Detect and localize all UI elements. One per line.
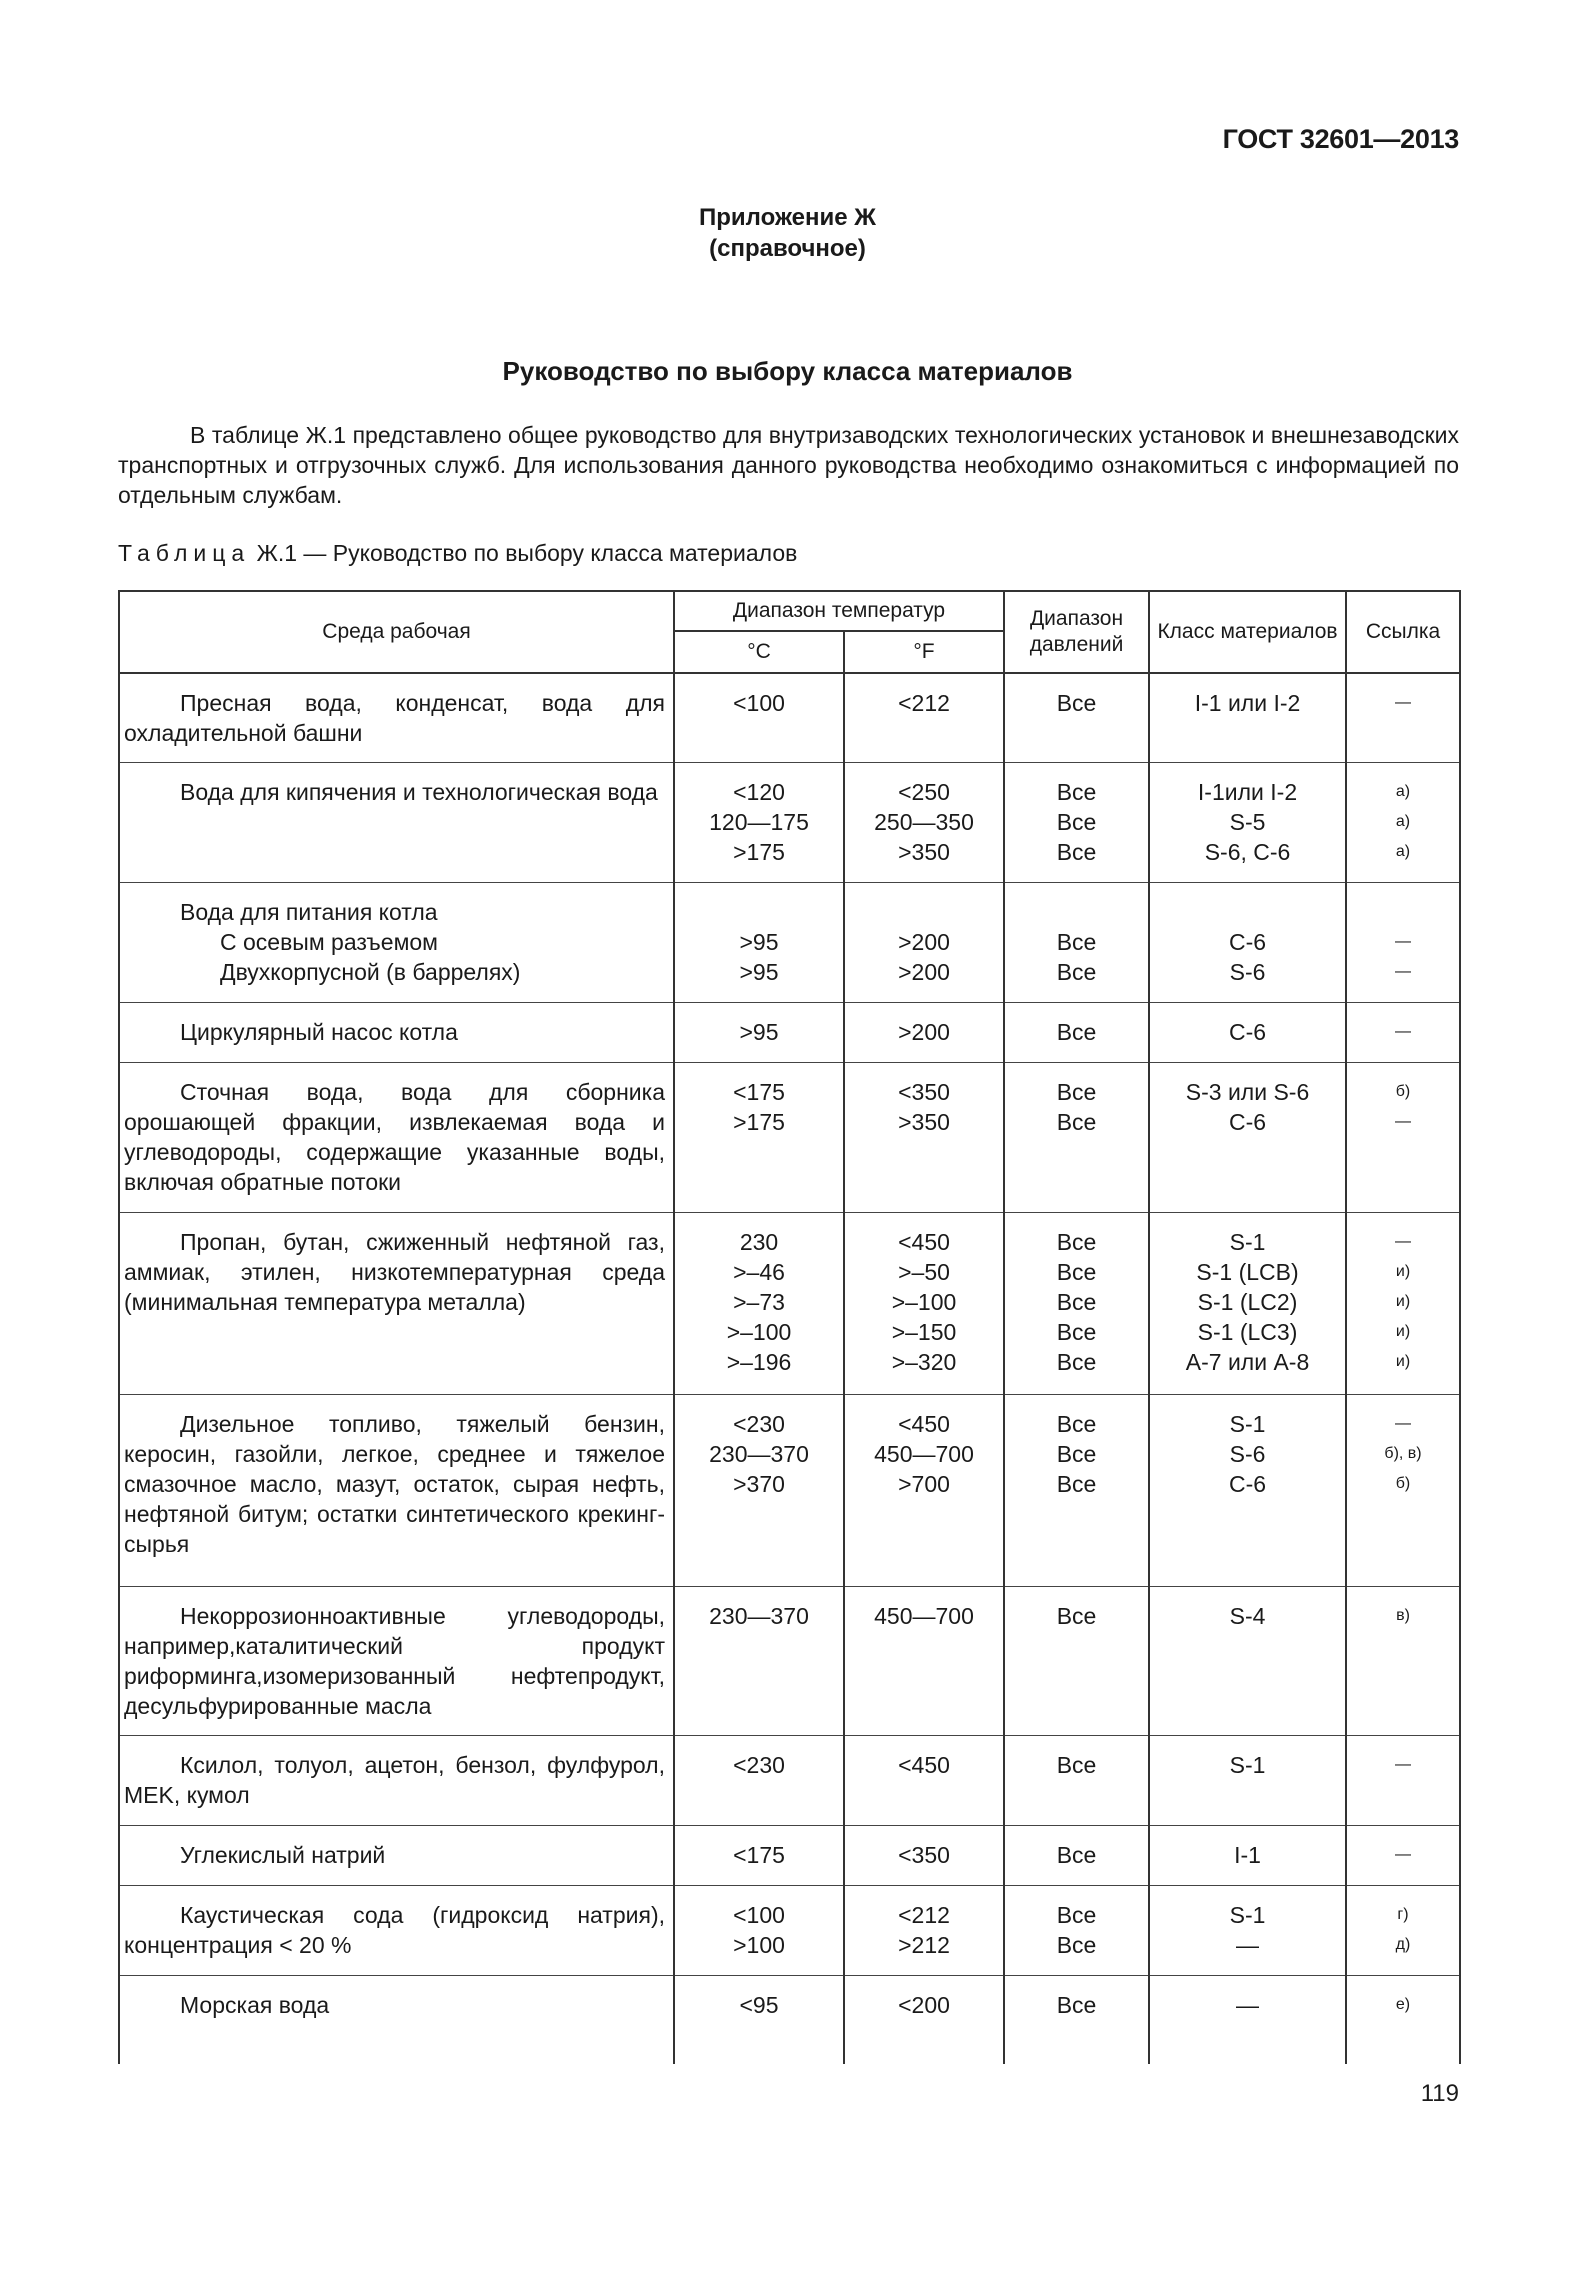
cell-pressure-value: Все [1056, 1842, 1097, 1868]
cell-pressure-value: Все [1056, 690, 1097, 716]
cell-celsius-value: <95 [739, 1992, 779, 2018]
cell-pressure-value: Все [1056, 809, 1097, 835]
cell-reference-value: — [1395, 963, 1412, 980]
cell-reference [1346, 1213, 1460, 1395]
cell-medium [119, 1395, 674, 1587]
cell-material-class [1149, 1213, 1346, 1395]
cell-pressure-value: Все [1056, 1019, 1097, 1045]
table-row [119, 1587, 1460, 1736]
table-caption [118, 540, 797, 567]
cell-pressure [1004, 883, 1149, 1003]
cell-material-class-value: S-6 [1229, 1441, 1266, 1467]
medium-subitem: С осевым разъемом [220, 929, 438, 955]
cell-pressure [1004, 1395, 1149, 1587]
cell-reference-value: и) [1395, 1263, 1411, 1280]
cell-celsius [674, 883, 844, 1003]
table-row [119, 1886, 1460, 1976]
cell-reference [1346, 1976, 1460, 2064]
medium-text: Сточная вода, вода для сборника орошающей фракции, извлекаемая вода и углеводороды, содержащие указанные воды, включая обратные потоки [124, 1079, 665, 1195]
cell-material-class-value: S-1 (LC2) [1197, 1289, 1298, 1315]
cell-reference-value [1347, 897, 1459, 927]
cell-fahrenheit [844, 1736, 1004, 1826]
cell-material-class [1149, 1587, 1346, 1736]
table-row [119, 1063, 1460, 1213]
cell-material-class-value: C-6 [1228, 1019, 1267, 1045]
cell-material-class [1149, 673, 1346, 763]
table-row [119, 1826, 1460, 1886]
cell-fahrenheit-value: <350 [898, 1079, 950, 1105]
cell-reference [1346, 673, 1460, 763]
cell-celsius [674, 673, 844, 763]
cell-material-class-value: C-6 [1228, 929, 1267, 955]
cell-material-class-value: C-6 [1228, 1109, 1267, 1135]
cell-material-class-value: C-6 [1228, 1471, 1267, 1497]
cell-reference-value: а) [1395, 843, 1411, 860]
cell-pressure-value: Все [1056, 1289, 1097, 1315]
cell-material-class-value: S-1 [1229, 1411, 1266, 1437]
page-number: 119 [1420, 2080, 1459, 2107]
cell-material-class [1149, 763, 1346, 883]
cell-fahrenheit-value: >200 [898, 1019, 950, 1045]
cell-medium [119, 1976, 674, 2064]
cell-material-class-value: S-1 (LC3) [1197, 1319, 1298, 1345]
cell-medium [119, 1063, 674, 1213]
cell-celsius [674, 1826, 844, 1886]
appendix-heading [0, 202, 1575, 264]
cell-fahrenheit-value: <450 [898, 1752, 950, 1778]
cell-fahrenheit-value: <212 [898, 690, 950, 716]
cell-celsius [674, 1063, 844, 1213]
header-material-class: Класс материалов [1149, 591, 1346, 673]
cell-reference-value: е) [1395, 1996, 1411, 2013]
cell-medium [119, 1736, 674, 1826]
medium-text: Циркулярный насос котла [180, 1019, 458, 1045]
cell-pressure-value: Все [1056, 839, 1097, 865]
cell-pressure-value: Все [1056, 1932, 1097, 1958]
cell-celsius-value: <230 [733, 1411, 785, 1437]
cell-celsius-value: >95 [739, 1019, 779, 1045]
cell-pressure-value: Все [1056, 929, 1097, 955]
cell-reference [1346, 883, 1460, 1003]
table-row [119, 1213, 1460, 1395]
cell-material-class [1149, 1886, 1346, 1976]
cell-medium [119, 1003, 674, 1063]
cell-material-class-value: S-4 [1229, 1603, 1266, 1629]
materials-table [118, 590, 1461, 2064]
cell-pressure-value: Все [1056, 959, 1097, 985]
cell-material-class-value: S-3 или S-6 [1185, 1079, 1310, 1105]
table-row [119, 1395, 1460, 1587]
cell-material-class-value: S-6, C-6 [1204, 839, 1291, 865]
document-code: ГОСТ 32601—2013 [1222, 124, 1459, 154]
cell-celsius-value: <120 [733, 779, 785, 805]
cell-celsius-value: 230—370 [709, 1441, 809, 1467]
cell-celsius-value: <175 [733, 1842, 785, 1868]
cell-reference-value: д) [1395, 1936, 1411, 1953]
cell-fahrenheit [844, 673, 1004, 763]
cell-pressure-value: Все [1056, 1079, 1097, 1105]
table-caption-text: Ж.1 — Руководство по выбору класса материалов [250, 540, 798, 566]
table-row [119, 763, 1460, 883]
cell-medium [119, 673, 674, 763]
cell-reference-value: — [1395, 1023, 1412, 1040]
medium-text: Углекислый натрий [180, 1842, 386, 1868]
cell-celsius-value: <100 [733, 690, 785, 716]
cell-celsius [674, 1395, 844, 1587]
cell-reference-value: в) [1396, 1607, 1410, 1624]
cell-reference [1346, 1886, 1460, 1976]
cell-fahrenheit-value: >–320 [891, 1349, 957, 1375]
cell-celsius-value: 230 [739, 1229, 779, 1255]
medium-text: Ксилол, толуол, ацетон, бензол, фулфурол, MEK, кумол [124, 1752, 665, 1808]
cell-reference-value: и) [1395, 1293, 1411, 1310]
cell-reference-value: — [1395, 1233, 1412, 1250]
cell-medium [119, 1587, 674, 1736]
intro-paragraph: В таблице Ж.1 представлено общее руководство для внутризаводских технологических установок и внешнезаводских транспортных и отгрузочных служб. Для использования данного руководства необходимо ознакомиться с информацией по отдельным службам. [118, 422, 1459, 508]
cell-material-class-value: I-1 или I-2 [1194, 690, 1301, 716]
cell-material-class [1149, 1826, 1346, 1886]
medium-text: Каустическая сода (гидроксид натрия), концентрация < 20 % [124, 1902, 665, 1958]
cell-reference-value: а) [1395, 783, 1411, 800]
cell-reference-value: а) [1395, 813, 1411, 830]
cell-fahrenheit-value: 450—700 [874, 1603, 974, 1629]
cell-reference-value: и) [1395, 1323, 1411, 1340]
header-temp-range: Диапазон температур [674, 591, 1004, 631]
cell-celsius-value: >95 [739, 959, 779, 985]
cell-celsius-value: >370 [733, 1471, 785, 1497]
cell-reference-value: — [1395, 694, 1412, 711]
cell-celsius [674, 763, 844, 883]
cell-medium [119, 763, 674, 883]
cell-material-class [1149, 883, 1346, 1003]
cell-celsius-value: >175 [733, 839, 785, 865]
cell-celsius [674, 1736, 844, 1826]
cell-celsius-value [675, 897, 843, 927]
cell-reference [1346, 1826, 1460, 1886]
cell-pressure-value: Все [1056, 1902, 1097, 1928]
cell-pressure-value: Все [1056, 1752, 1097, 1778]
cell-medium [119, 1213, 674, 1395]
cell-pressure-value: Все [1056, 1109, 1097, 1135]
cell-celsius-value: >–46 [733, 1259, 785, 1285]
table-row [119, 1736, 1460, 1826]
cell-pressure-value: Все [1056, 1992, 1097, 2018]
cell-pressure [1004, 1826, 1149, 1886]
table-caption-label: Таблица [118, 540, 251, 566]
cell-pressure [1004, 1736, 1149, 1826]
table-row [119, 673, 1460, 763]
cell-pressure-value: Все [1056, 1259, 1097, 1285]
appendix-subtitle: (справочное) [709, 235, 866, 262]
cell-material-class-value: S-1 [1229, 1902, 1266, 1928]
cell-pressure [1004, 763, 1149, 883]
cell-material-class [1149, 1395, 1346, 1587]
cell-celsius [674, 1587, 844, 1736]
cell-reference [1346, 1587, 1460, 1736]
header-medium: Среда рабочая [119, 591, 674, 673]
cell-fahrenheit-value: <250 [898, 779, 950, 805]
medium-text: Пресная вода, конденсат, вода для охладительной башни [124, 690, 665, 746]
cell-material-class-value [1150, 897, 1345, 927]
cell-pressure [1004, 673, 1149, 763]
cell-fahrenheit [844, 1886, 1004, 1976]
cell-fahrenheit-value: 450—700 [874, 1441, 974, 1467]
medium-text: Вода для питания котла [180, 899, 438, 925]
cell-pressure [1004, 1976, 1149, 2064]
cell-fahrenheit-value: <200 [898, 1992, 950, 2018]
cell-reference-value: — [1395, 1415, 1412, 1432]
cell-reference [1346, 763, 1460, 883]
cell-celsius-value: >–196 [726, 1349, 792, 1375]
cell-pressure [1004, 1063, 1149, 1213]
cell-fahrenheit [844, 763, 1004, 883]
cell-pressure [1004, 1886, 1149, 1976]
cell-reference-value: б) [1395, 1083, 1411, 1100]
cell-fahrenheit-value: <350 [898, 1842, 950, 1868]
cell-fahrenheit [844, 1063, 1004, 1213]
cell-fahrenheit [844, 1395, 1004, 1587]
cell-celsius [674, 1886, 844, 1976]
cell-fahrenheit [844, 1213, 1004, 1395]
cell-material-class [1149, 1003, 1346, 1063]
cell-celsius-value: >–100 [726, 1319, 792, 1345]
medium-text: Морская вода [180, 1992, 330, 2018]
cell-fahrenheit-value: >700 [898, 1471, 950, 1497]
appendix-title: Приложение Ж [699, 204, 876, 231]
header-pressure: Диапазон давлений [1004, 591, 1149, 673]
header-celsius: °С [674, 631, 844, 673]
medium-text: Некоррозионноактивные углеводороды, например,каталитический продукт риформинга,изомеризованный нефтепродукт, десульфурированные масла [124, 1603, 665, 1719]
cell-pressure-value: Все [1056, 1229, 1097, 1255]
cell-medium [119, 883, 674, 1003]
cell-fahrenheit [844, 1826, 1004, 1886]
cell-celsius-value: 230—370 [709, 1603, 809, 1629]
cell-fahrenheit-value: <450 [898, 1229, 950, 1255]
medium-text: Вода для кипячения и технологическая вода [180, 779, 658, 805]
cell-fahrenheit-value: >200 [898, 929, 950, 955]
cell-medium [119, 1826, 674, 1886]
cell-material-class-value: S-5 [1229, 809, 1266, 835]
cell-reference-value: — [1395, 1113, 1412, 1130]
cell-fahrenheit-value: <212 [898, 1902, 950, 1928]
cell-material-class [1149, 1063, 1346, 1213]
cell-material-class-value: I-1или I-2 [1197, 779, 1298, 805]
cell-material-class-value: I-1 [1234, 1842, 1261, 1868]
cell-reference-value: — [1395, 1846, 1412, 1863]
cell-pressure [1004, 1213, 1149, 1395]
header-fahrenheit: °F [844, 631, 1004, 673]
cell-celsius [674, 1976, 844, 2064]
cell-celsius-value: <230 [733, 1752, 785, 1778]
cell-celsius [674, 1003, 844, 1063]
cell-material-class-value: — [1236, 1992, 1260, 2018]
table-row [119, 883, 1460, 1003]
cell-fahrenheit-value: >350 [898, 1109, 950, 1135]
cell-pressure-value: Все [1056, 1441, 1097, 1467]
cell-celsius-value: >–73 [733, 1289, 785, 1315]
cell-material-class [1149, 1976, 1346, 2064]
cell-pressure [1004, 1003, 1149, 1063]
cell-reference [1346, 1003, 1460, 1063]
cell-reference-value: и) [1395, 1353, 1411, 1370]
cell-pressure-value: Все [1056, 1603, 1097, 1629]
cell-reference-value: б) [1395, 1475, 1411, 1492]
cell-material-class-value: S-1 (LCB) [1196, 1259, 1299, 1285]
cell-pressure-value: Все [1056, 1349, 1097, 1375]
table-row [119, 1976, 1460, 2064]
table-row [119, 1003, 1460, 1063]
cell-fahrenheit-value: <450 [898, 1411, 950, 1437]
cell-reference-value: г) [1397, 1906, 1409, 1923]
cell-material-class-value: — [1236, 1932, 1260, 1958]
cell-pressure-value: Все [1056, 779, 1097, 805]
cell-celsius-value: >100 [733, 1932, 785, 1958]
medium-subitem: Двухкорпусной (в баррелях) [220, 959, 521, 985]
cell-fahrenheit-value: >–100 [891, 1289, 957, 1315]
medium-text: Пропан, бутан, сжиженный нефтяной газ, аммиак, этилен, низкотемпературная среда (минимальная температура металла) [124, 1229, 665, 1315]
cell-pressure-value: Все [1056, 1411, 1097, 1437]
table-body [119, 673, 1460, 2064]
cell-pressure [1004, 1587, 1149, 1736]
cell-celsius [674, 1213, 844, 1395]
cell-fahrenheit-value: >–50 [898, 1259, 950, 1285]
cell-reference [1346, 1395, 1460, 1587]
cell-fahrenheit-value: >212 [898, 1932, 950, 1958]
cell-medium [119, 1886, 674, 1976]
cell-material-class-value: A-7 или A-8 [1185, 1349, 1310, 1375]
cell-celsius-value: <175 [733, 1079, 785, 1105]
cell-fahrenheit [844, 1587, 1004, 1736]
cell-fahrenheit-value: >–150 [891, 1319, 957, 1345]
cell-reference-value: — [1395, 933, 1412, 950]
cell-celsius-value: >95 [739, 929, 779, 955]
cell-pressure-value [1005, 897, 1148, 927]
cell-fahrenheit [844, 1976, 1004, 2064]
header-reference: Ссылка [1346, 591, 1460, 673]
cell-celsius-value: <100 [733, 1902, 785, 1928]
cell-material-class [1149, 1736, 1346, 1826]
medium-text: Дизельное топливо, тяжелый бензин, керосин, газойли, легкое, среднее и тяжелое смазочное масло, мазут, остаток, сырая нефть, нефтяной битум; остатки синтетического крекинг-сырья [124, 1411, 665, 1557]
section-title: Руководство по выбору класса материалов [502, 356, 1073, 386]
cell-pressure-value: Все [1056, 1471, 1097, 1497]
cell-reference-value: б), в) [1384, 1445, 1422, 1462]
cell-material-class-value: S-1 [1229, 1752, 1266, 1778]
cell-fahrenheit [844, 883, 1004, 1003]
cell-material-class-value: S-6 [1229, 959, 1266, 985]
cell-fahrenheit-value: 250—350 [874, 809, 974, 835]
cell-reference [1346, 1736, 1460, 1826]
cell-material-class-value: S-1 [1229, 1229, 1266, 1255]
cell-pressure-value: Все [1056, 1319, 1097, 1345]
cell-reference [1346, 1063, 1460, 1213]
cell-fahrenheit-value [845, 897, 1003, 927]
cell-fahrenheit-value: >200 [898, 959, 950, 985]
cell-celsius-value: 120—175 [709, 809, 809, 835]
cell-fahrenheit-value: >350 [898, 839, 950, 865]
cell-reference-value: — [1395, 1756, 1412, 1773]
cell-celsius-value: >175 [733, 1109, 785, 1135]
cell-fahrenheit [844, 1003, 1004, 1063]
